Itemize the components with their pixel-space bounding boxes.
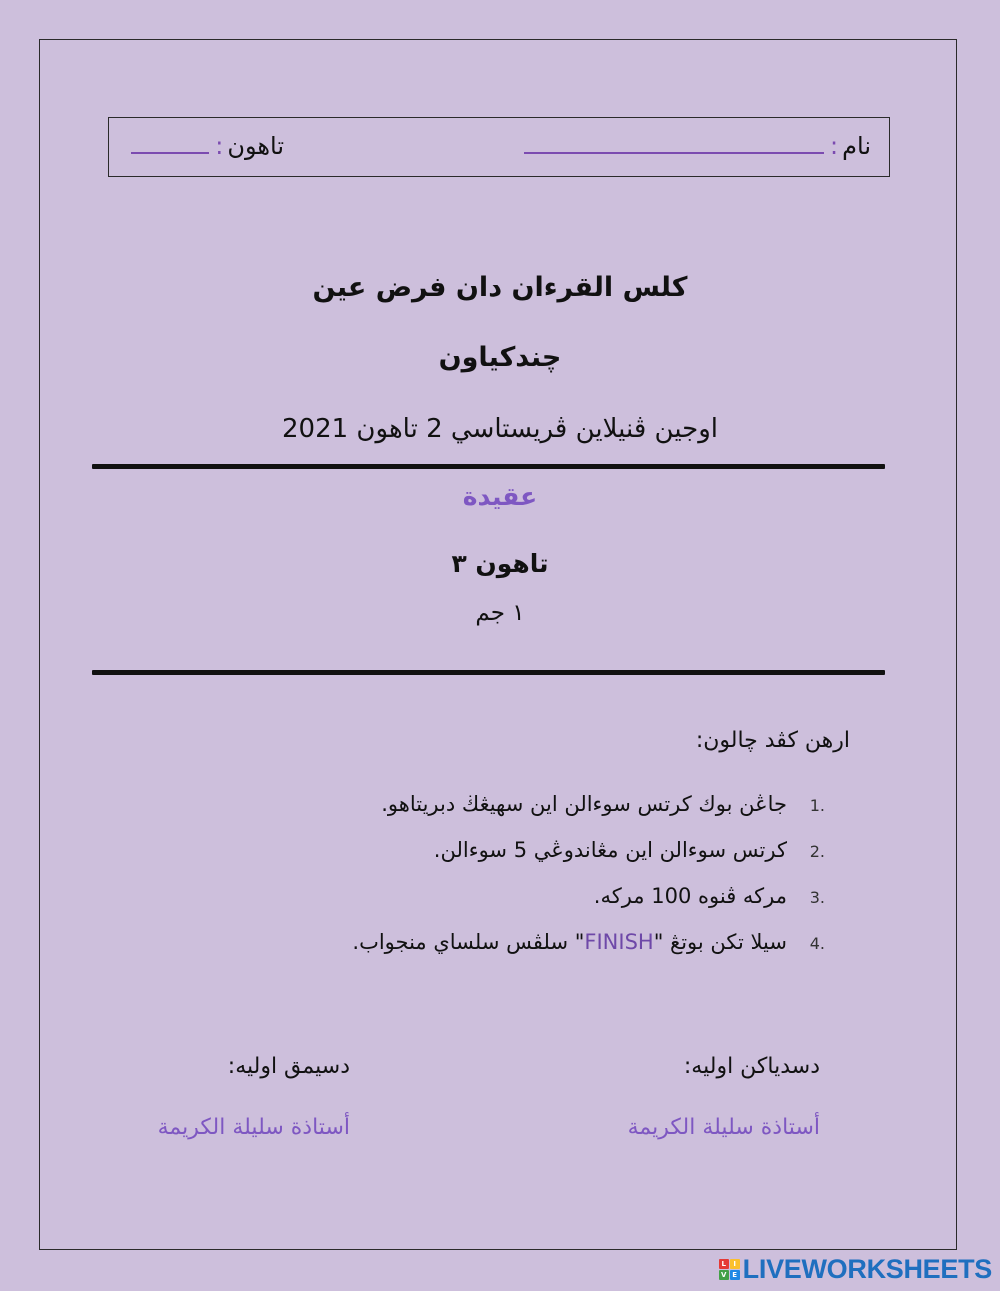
checked-by-label: دسيمق اوليه:: [227, 1054, 350, 1079]
liveworksheets-logo: [719, 1254, 992, 1285]
title-line-1: كلس القرءان دان فرض عين: [312, 272, 688, 303]
finish-keyword: FINISH: [584, 930, 654, 954]
badge-letter: L: [719, 1259, 729, 1269]
year-colon: :: [215, 132, 224, 160]
instruction-number: 2 .: [795, 842, 825, 861]
badge-letter: V: [719, 1270, 729, 1280]
instruction-text: جاڠن بوك كرتس سوءالن اين سهيڠڬ دبريتاهو.: [381, 792, 787, 816]
instruction-number: 3 .: [795, 888, 825, 907]
instruction-item: [352, 930, 825, 976]
checked-by-name: أستاذة سليلة الكريمة: [157, 1115, 350, 1140]
title-line-3: اوجين ڤنيلاين ڤريستاسي 2 تاهون 2021: [281, 414, 719, 444]
instruction-item: [352, 884, 825, 930]
prepared-by-name: أستاذة سليلة الكريمة: [627, 1115, 820, 1140]
grade-label: تاهون ٣: [451, 549, 549, 578]
instruction-text: كرتس سوءالن اين مڠاندوڠي 5 سوءالن.: [433, 838, 787, 862]
subject-title: عقيدة: [462, 482, 538, 511]
bottom-divider: [92, 670, 885, 675]
year-field[interactable]: [131, 128, 284, 160]
badge-letter: I: [730, 1259, 740, 1269]
instruction-number: 1 .: [795, 796, 825, 815]
instruction-item: [352, 838, 825, 884]
name-blank-line[interactable]: [524, 128, 824, 154]
badge-letter: E: [730, 1270, 740, 1280]
instruction-text-after: " سلڤس سلساي منجواب.: [352, 930, 585, 954]
live-badge-icon: [719, 1259, 740, 1280]
student-info-box: [108, 117, 890, 177]
name-colon: :: [830, 132, 839, 160]
year-label: تاهون: [227, 132, 284, 160]
instructions-title: ارهن كڤد چالون:: [695, 728, 850, 753]
name-field[interactable]: [524, 128, 871, 160]
instruction-text-before: سيلا تكن بوتڠ ": [653, 930, 787, 954]
year-blank-line[interactable]: [131, 128, 209, 154]
prepared-by-label: دسدياكن اوليه:: [683, 1054, 820, 1079]
name-label: نام: [842, 132, 871, 160]
instructions-list: [352, 792, 825, 976]
instruction-item: [352, 792, 825, 838]
liveworksheets-wordmark: LIVEWORKSHEETS: [742, 1254, 992, 1284]
instruction-text: [352, 930, 787, 954]
duration-label: ١ جم: [475, 600, 525, 626]
top-divider: [92, 464, 885, 469]
instruction-number: 4 .: [795, 934, 825, 953]
instruction-text: مركه ڤنوه 100 مركه.: [593, 884, 787, 908]
title-line-2: چندكياون: [438, 342, 562, 373]
